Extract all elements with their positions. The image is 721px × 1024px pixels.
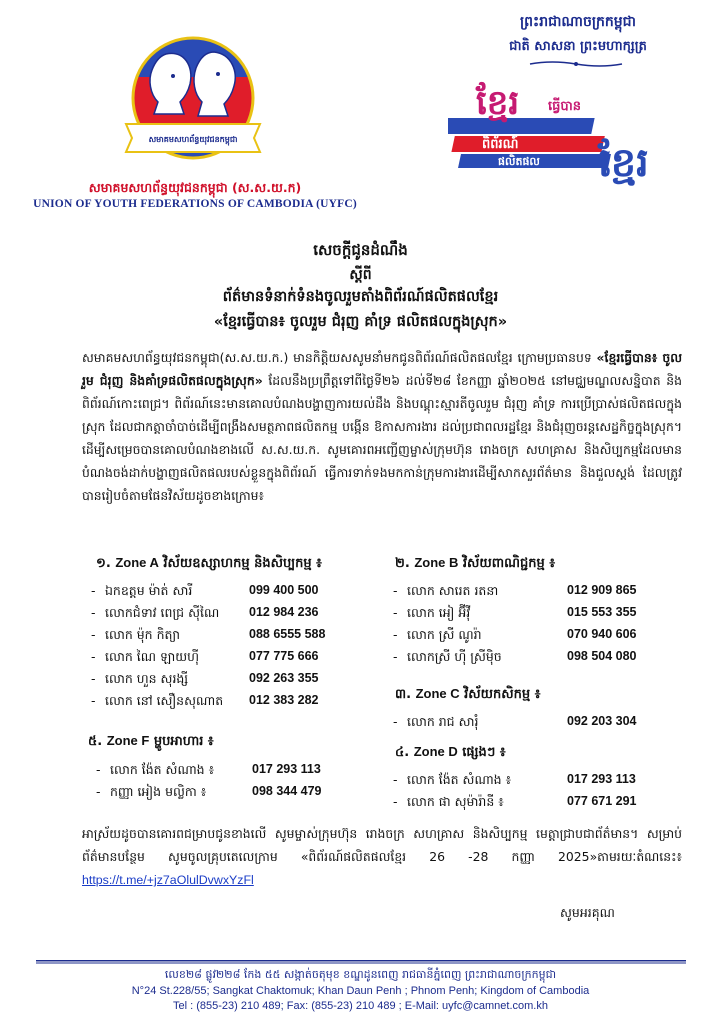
- notice-theme: «ខ្មែរធ្វើបាន៖ ចូលរួម ជំរុញ គាំទ្រ ផលិតផលក្នុងស្រុក»: [213, 314, 508, 330]
- contact-phone[interactable]: 070 940 606: [567, 627, 637, 641]
- org-name-khmer: សមាគមសហព័ន្ធយុវជនកម្ពុជា (ស.ស.យ.ក): [88, 180, 302, 195]
- zone-d-contacts: [393, 772, 673, 816]
- contact-phone[interactable]: 012 984 236: [249, 605, 319, 619]
- notice-subject: ព័ត៌មានទំនាក់ទំនងចូលរួមតាំងពិព័រណ៍ផលិតផលខ្មែរ: [222, 289, 499, 305]
- contact-row: - លោក អៀ អ៊ីវ៉ី 015 553 355: [393, 605, 673, 627]
- contact-phone[interactable]: 012 383 282: [249, 693, 319, 707]
- contact-row: - លោក រាជ សារុំ 092 203 304: [393, 714, 673, 736]
- zone-f-heading: [88, 733, 214, 752]
- contact-row: - លោក ផា សុម៉ារ៉ានី ៖ 077 671 291: [393, 794, 673, 816]
- contact-name: កញ្ញា អៀង មល្លិកា ៖: [110, 784, 207, 799]
- national-motto: ជាតិ សាសនា ព្រះមហាក្សត្រ: [509, 39, 647, 54]
- logo-ribbon-text: សមាគមសហព័ន្ធយុវជនកម្ពុជា: [148, 135, 238, 144]
- contact-phone[interactable]: 012 909 865: [567, 583, 637, 597]
- contact-name: លោក ង៉ែត សំណាង ៖: [407, 772, 512, 787]
- contact-phone[interactable]: 098 344 479: [252, 784, 322, 798]
- contact-row: - លោក ង៉ែត សំណាង ៖ 017 293 113: [393, 772, 673, 794]
- closing-paragraph: [82, 822, 682, 892]
- zone-b-name: វិស័យពាណិជ្ជកម្ម ៖: [462, 556, 556, 571]
- contact-phone[interactable]: 099 400 500: [249, 583, 319, 597]
- contact-name: លោក នៅ សឿនសុណាត: [105, 693, 224, 708]
- zone-c-heading: [395, 686, 540, 705]
- contact-phone[interactable]: 015 553 355: [567, 605, 637, 619]
- closing-text: អាស្រ័យដូចបានគោរពជម្រាបជូនខាងលើ សូមម្ចាស់ក្រុមហ៊ុន រោងចក្រ សហគ្រាស និងសិប្បកម្ម មេត្តាជ្រាបជាព័ត៌មាន។ សម្រាប់ព័ត៌មានបន្ថែម សូមចូលគ្រុបតេលេក្រាម «ពិព័រណ៍ផលិតផលខ្មែរ 26 -28 កញ្ញា 2025»តាមរយៈតំណនេះ៖: [82, 826, 682, 864]
- zone-d-name: ផ្សេងៗ ៖: [462, 745, 506, 760]
- contact-row: - លោក ម៉ុក កិត្យា 088 6555 588: [91, 627, 366, 649]
- contact-name: លោក ហួន សុរង្សី: [105, 671, 189, 686]
- contact-row: - លោក ណៃ ឡាយហ៊ី 077 775 666: [91, 649, 366, 671]
- contact-name: លោក ណៃ ឡាយហ៊ី: [105, 649, 200, 664]
- contact-row: - លោក ង៉ែត សំណាង ៖ 017 293 113: [96, 762, 366, 784]
- contact-name: លោកស្រី ហ៊ី ស្រីម៉ិច: [407, 649, 502, 664]
- contact-phone[interactable]: 077 671 291: [567, 794, 637, 808]
- contact-row: - ឯកឧត្តម ម៉ាត់ សារី 099 400 500: [91, 583, 366, 605]
- contact-name: លោក ស្រី ណូរ៉ា: [407, 627, 482, 642]
- contact-phone[interactable]: 092 263 355: [249, 671, 319, 685]
- contact-phone[interactable]: 017 293 113: [567, 772, 636, 786]
- thank-you-text: សូមអរគុណ: [560, 905, 615, 920]
- notice-subject-label: ស្តីពី: [349, 267, 372, 283]
- contact-phone[interactable]: 092 203 304: [567, 714, 637, 728]
- zone-c-name: វិស័យកសិកម្ម ៖: [464, 687, 541, 702]
- kingdom-heading: ព្រះរាជាណាចក្រកម្ពុជា: [519, 14, 636, 30]
- footer-divider: [36, 960, 686, 964]
- event-logo-khmer-word-large: ខ្មែរ: [598, 140, 649, 186]
- contact-phone[interactable]: 098 504 080: [567, 649, 637, 663]
- contact-row: - លោកស្រី ហ៊ី ស្រីម៉ិច 098 504 080: [393, 649, 673, 671]
- contact-row: - លោក ស្រី ណូរ៉ា 070 940 606: [393, 627, 673, 649]
- zone-a-contacts: [91, 583, 366, 715]
- zone-b-number: ២.: [395, 556, 410, 571]
- contact-name: លោកជំទាវ ពេជ្រ ស៊ីណៃ: [105, 605, 220, 620]
- intro-text-part2: ដែលនឹងប្រព្រឹត្តទៅពីថ្ងៃទី២៦ ដល់ទី២៨ ខែកញ្ញា ឆ្នាំ២០២៥ នៅមជ្ឈមណ្ឌលសន្និបាត និងពិព័រណ៍កោះពេជ្រ។ ពិព័រណ៍នេះមានគោលបំណងបង្ហាញការយល់ដឹង និងបណ្តុះស្មារតីចូលរួម ជំរុញ គាំទ្រ ការប្រើប្រាស់ផលិតផលក្នុងស្រុក ដែលជាកត្តាចាំបាច់ដើម្បីពង្រឹងសមត្ថភាពផលិតកម្ម បង្កើន ឱកាសការងារ ដល់ប្រជាពលរដ្ឋខ្មែរ និងជំរុញចរន្តសេដ្ឋកិច្ចក្នុងស្រុក។ ដើម្បីសម្រេចបានគោលបំណងខាងលើ ស.ស.យ.ក. សូមគោរពអញ្ជើញម្ចាស់ក្រុមហ៊ុន រោងចក្រ សហគ្រាស និងសិប្បកម្មដែលមានបំណងចង់ដាក់បង្ហាញផលិតផលរបស់ខ្លួនក្នុងពិព័រណ៍ ធ្វើការទាក់ទងមកកាន់ក្រុមការងារដើម្បីសាកសួរព័ត៌មាន និងជួលស្តង់ ដែលត្រូវបានរៀបចំតាមផែនវិស័យដូចខាងក្រោម៖: [82, 373, 682, 503]
- zone-a-name: វិស័យឧស្សាហកម្ម និងសិប្បកម្ម ៖: [163, 556, 322, 571]
- zone-c-code: Zone C: [415, 686, 460, 701]
- event-logo-expo: ពិព័រណ៍: [482, 137, 519, 152]
- event-logo-khmer-word: ខ្មែរ: [476, 83, 520, 123]
- contact-phone[interactable]: 088 6555 588: [249, 627, 326, 641]
- contact-row: - លោក សារេត រតនា 012 909 865: [393, 583, 673, 605]
- zone-b-code: Zone B: [414, 555, 459, 570]
- contact-row: - លោក នៅ សឿនសុណាត 012 383 282: [91, 693, 366, 715]
- zone-d-number: ៤.: [395, 745, 410, 760]
- zone-d-heading: [395, 744, 506, 763]
- telegram-group-link[interactable]: https://t.me/+jz7aOlulDvwxYzFl: [82, 873, 254, 887]
- zone-f-number: ៥.: [88, 734, 103, 749]
- footer-contact: Tel : (855-23) 210 489; Fax: (855-23) 210 489 ; E-Mail: uyfc@camnet.com.kh: [173, 1000, 548, 1012]
- zone-f-name: ម្ហូបអាហារ ៖: [153, 734, 214, 749]
- uyfc-logo: [118, 32, 268, 170]
- contact-name: លោក សារេត រតនា: [407, 583, 499, 598]
- zone-c-contacts: [393, 714, 673, 736]
- zone-a-code: Zone A: [115, 555, 159, 570]
- contact-name: លោក ម៉ុក កិត្យា: [105, 627, 180, 642]
- contact-phone[interactable]: 077 775 666: [249, 649, 319, 663]
- event-logo-made: ធ្វើបាន: [548, 99, 582, 114]
- event-logo: [448, 74, 672, 190]
- zone-f-contacts: [96, 762, 366, 806]
- org-name-english: UNION OF YOUTH FEDERATIONS OF CAMBODIA (UYFC): [33, 198, 357, 210]
- zone-c-number: ៣.: [395, 687, 412, 702]
- intro-paragraph: [82, 346, 682, 507]
- zone-a-number: ១.: [96, 556, 111, 571]
- zone-a-heading: [96, 555, 322, 574]
- contact-row: - កញ្ញា អៀង មល្លិកា ៖ 098 344 479: [96, 784, 366, 806]
- ornament-divider-icon: [528, 60, 624, 68]
- intro-text-part1: សមាគមសហព័ន្ធយុវជនកម្ពុជា(ស.ស.យ.ក.) មានកិត្តិយសសូមនាំមកជូនពិព័រណ៍ផលិតផលខ្មែរ ក្រោមប្រធានបទ: [82, 350, 597, 365]
- contact-name: លោក ផា សុម៉ារ៉ានី ៖: [407, 794, 504, 809]
- zone-f-code: Zone F: [106, 733, 150, 748]
- contact-name: ឯកឧត្តម ម៉ាត់ សារី: [105, 583, 193, 598]
- zone-b-contacts: [393, 583, 673, 671]
- contact-row: - លោកជំទាវ ពេជ្រ ស៊ីណៃ 012 984 236: [91, 605, 366, 627]
- zone-d-code: Zone D: [413, 744, 458, 759]
- notice-title: សេចក្តីជូនដំណឹង: [313, 241, 408, 259]
- event-logo-products: ផលិតផល: [498, 155, 540, 168]
- footer-address-english: N°24 St.228/55; Sangkat Chaktomuk; Khan Daun Penh ; Phnom Penh; Kingdom of Cambodia: [131, 985, 590, 997]
- contact-name: លោក រាជ សារុំ: [407, 714, 479, 729]
- intro-theme: «ខ្មែរធ្វើបាន៖ ចូលរួម ជំរុញ និងគាំទ្រផលិតផលក្នុងស្រុក»: [82, 350, 682, 388]
- contact-row: - លោក ហួន សុរង្សី 092 263 355: [91, 671, 366, 693]
- contact-phone[interactable]: 017 293 113: [252, 762, 321, 776]
- contact-name: លោក អៀ អ៊ីវ៉ី: [407, 605, 471, 620]
- zone-b-heading: [395, 555, 555, 574]
- footer-address-khmer: លេខ២៨ ផ្លូវ២២៨ កែង ៥៥ សង្កាត់ចតុមុខ ខណ្ឌដូនពេញ រាជធានីភ្នំពេញ ព្រះរាជាណាចក្រកម្ពុជា: [164, 968, 557, 981]
- contact-name: លោក ង៉ែត សំណាង ៖: [110, 762, 215, 777]
